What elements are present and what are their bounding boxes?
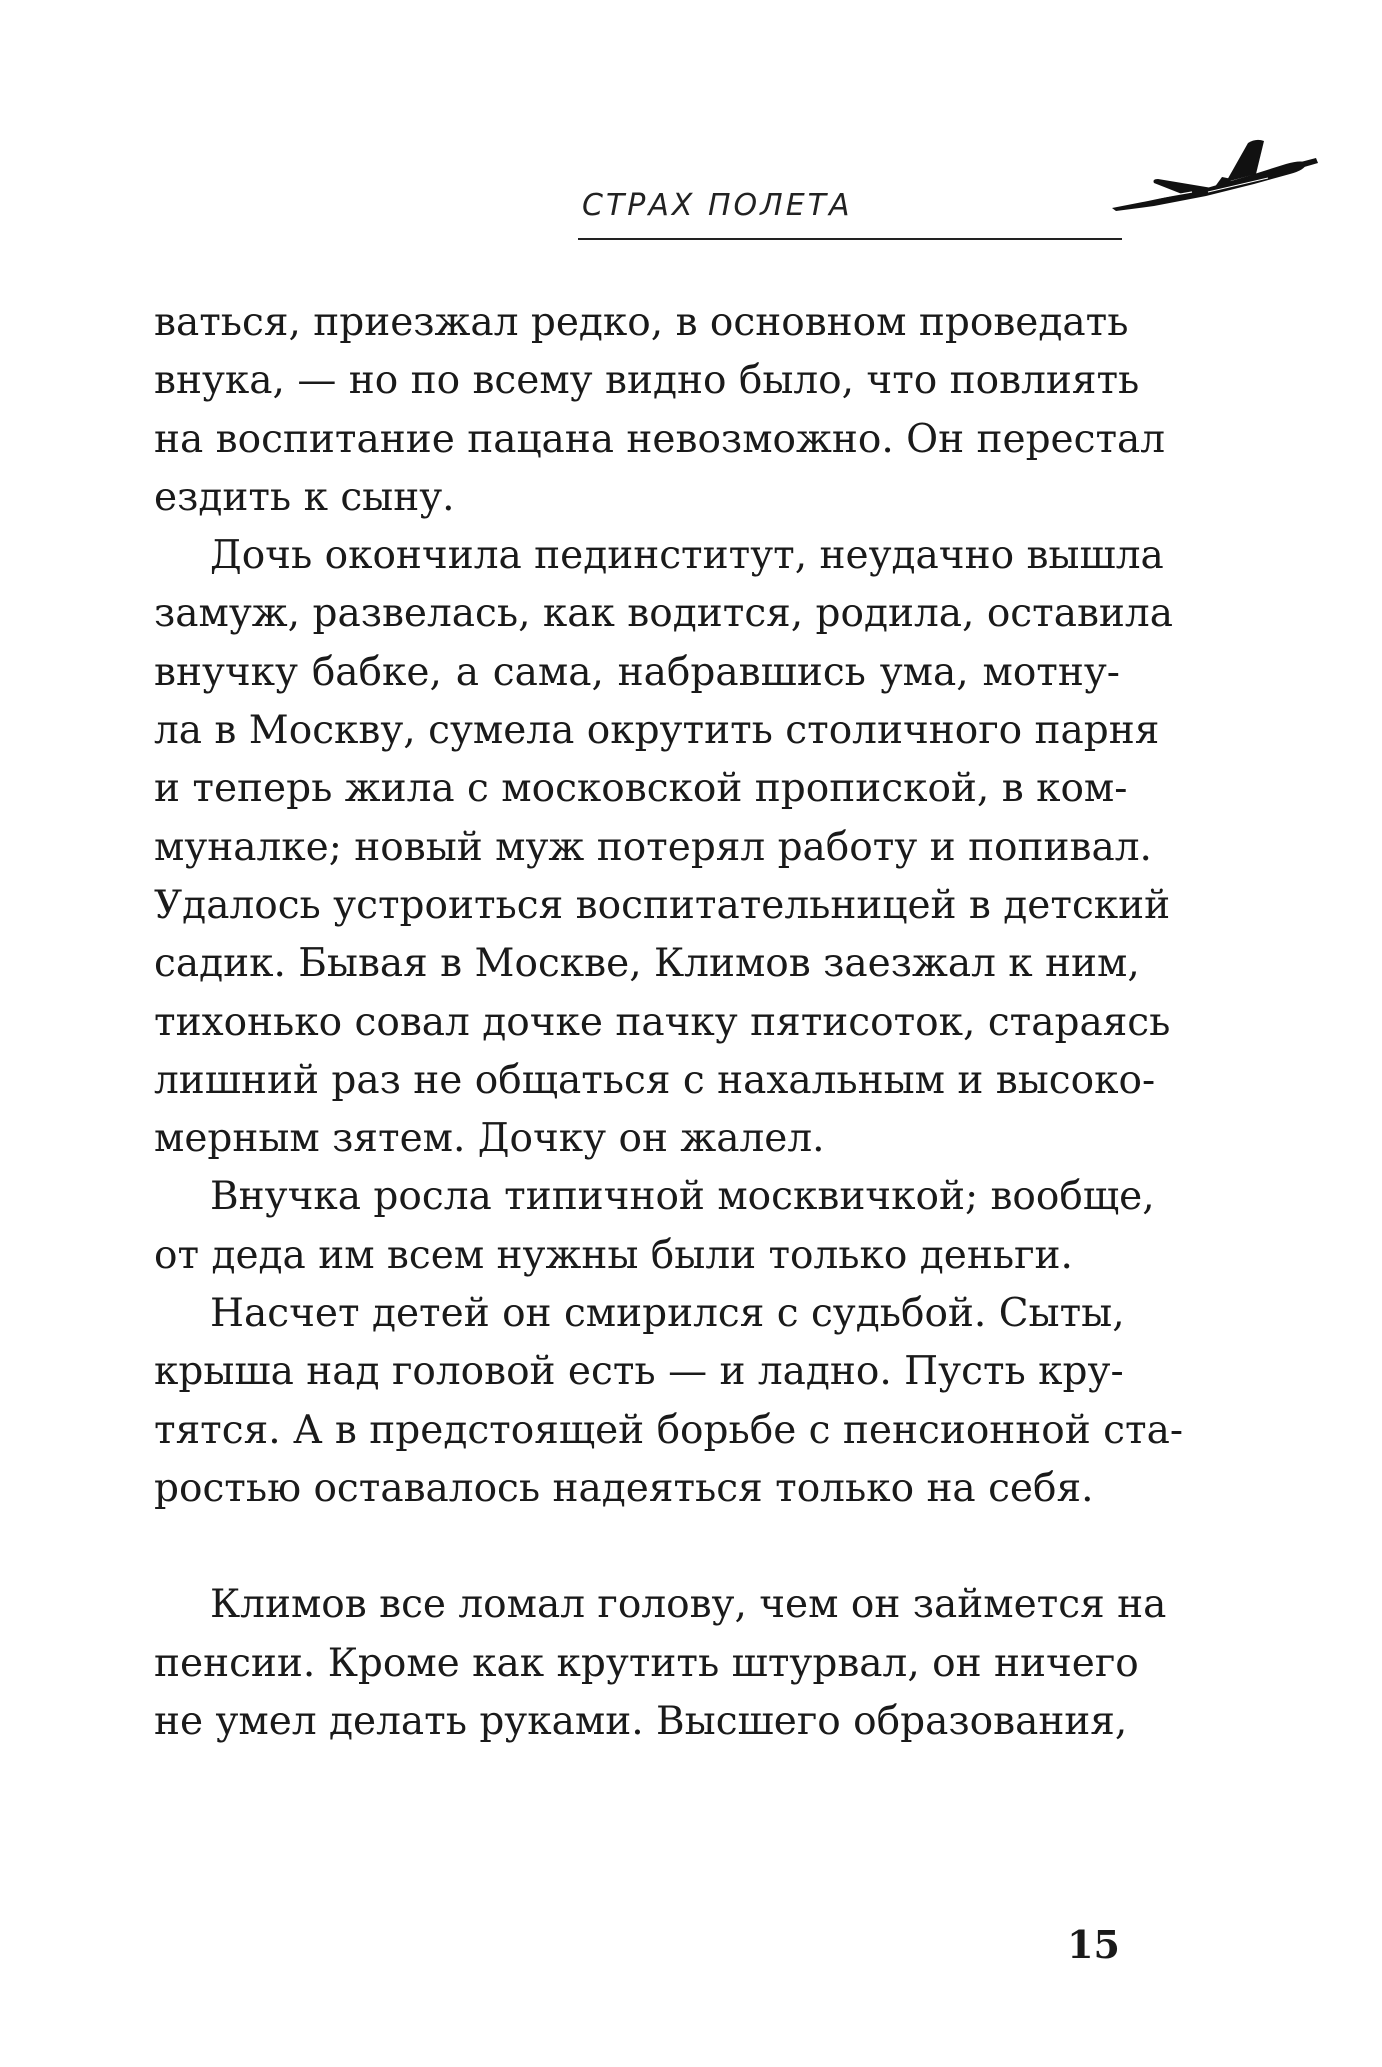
text-line: ездить к сыну. (154, 474, 455, 520)
paragraph (154, 294, 1166, 527)
section-break (154, 1518, 1120, 1576)
text-line: ваться, приезжал редко, в основном проведать (154, 300, 1129, 345)
text-line: замуж, развелась, как водится, родила, оставила (154, 591, 1173, 637)
text-line: Внучка росла типичной москвичкой; вообще, (210, 1174, 1155, 1220)
text-line: мерным зятем. Дочку он жалел. (154, 1116, 825, 1162)
text-line: Удалось устроиться воспитательницей в детский (154, 882, 1171, 928)
text-line: Дочь окончила пединститут, неудачно вышла (210, 533, 1164, 579)
text-line: садик. Бывая в Москве, Климов заезжал к ним, (154, 941, 1140, 987)
text-line: ростью оставалось надеяться только на себя. (154, 1465, 1094, 1511)
text-line: на воспитание пацана невозможно. Он перестал (154, 416, 1166, 462)
text-line: и теперь жила с московской пропиской, в ком- (154, 766, 1128, 812)
paragraph (154, 1576, 1167, 1751)
text-line: лишний раз не общаться с нахальным и высоко- (154, 1057, 1156, 1103)
text-line: от деда им всем нужны были только деньги. (154, 1232, 1073, 1278)
text-line: внучку бабке, а сама, набравшись ума, мотну- (154, 649, 1120, 695)
text-line: внука, — но по всему видно было, что повлиять (154, 358, 1140, 404)
text-line: Климов все ломал голову, чем он займется на (210, 1582, 1167, 1628)
paragraph (154, 1168, 1155, 1285)
paragraph (154, 527, 1173, 1168)
text-line: не умел делать руками. Высшего образования, (154, 1698, 1128, 1744)
body-text (154, 294, 1184, 1751)
page-number: 15 (1067, 1922, 1120, 1967)
text-line: Насчет детей он смирился с судьбой. Сыты, (210, 1291, 1125, 1337)
airplane-icon (1108, 130, 1318, 214)
header-rule (578, 238, 1122, 240)
text-line: ла в Москву, сумела окрутить столичного парня (154, 708, 1160, 754)
text-line: тятся. А в предстоящей борьбе с пенсионной ста- (154, 1407, 1184, 1453)
running-header-title: СТРАХ ПОЛЕТА (582, 188, 853, 223)
paragraph (154, 1285, 1184, 1518)
text-line: тихонько совал дочке пачку пятисоток, стараясь (154, 999, 1171, 1045)
text-line: крыша над головой есть — и ладно. Пусть кру- (154, 1349, 1124, 1395)
text-line: пенсии. Кроме как крутить штурвал, он ничего (154, 1640, 1139, 1686)
text-line: муналке; новый муж потерял работу и попивал. (154, 824, 1152, 870)
